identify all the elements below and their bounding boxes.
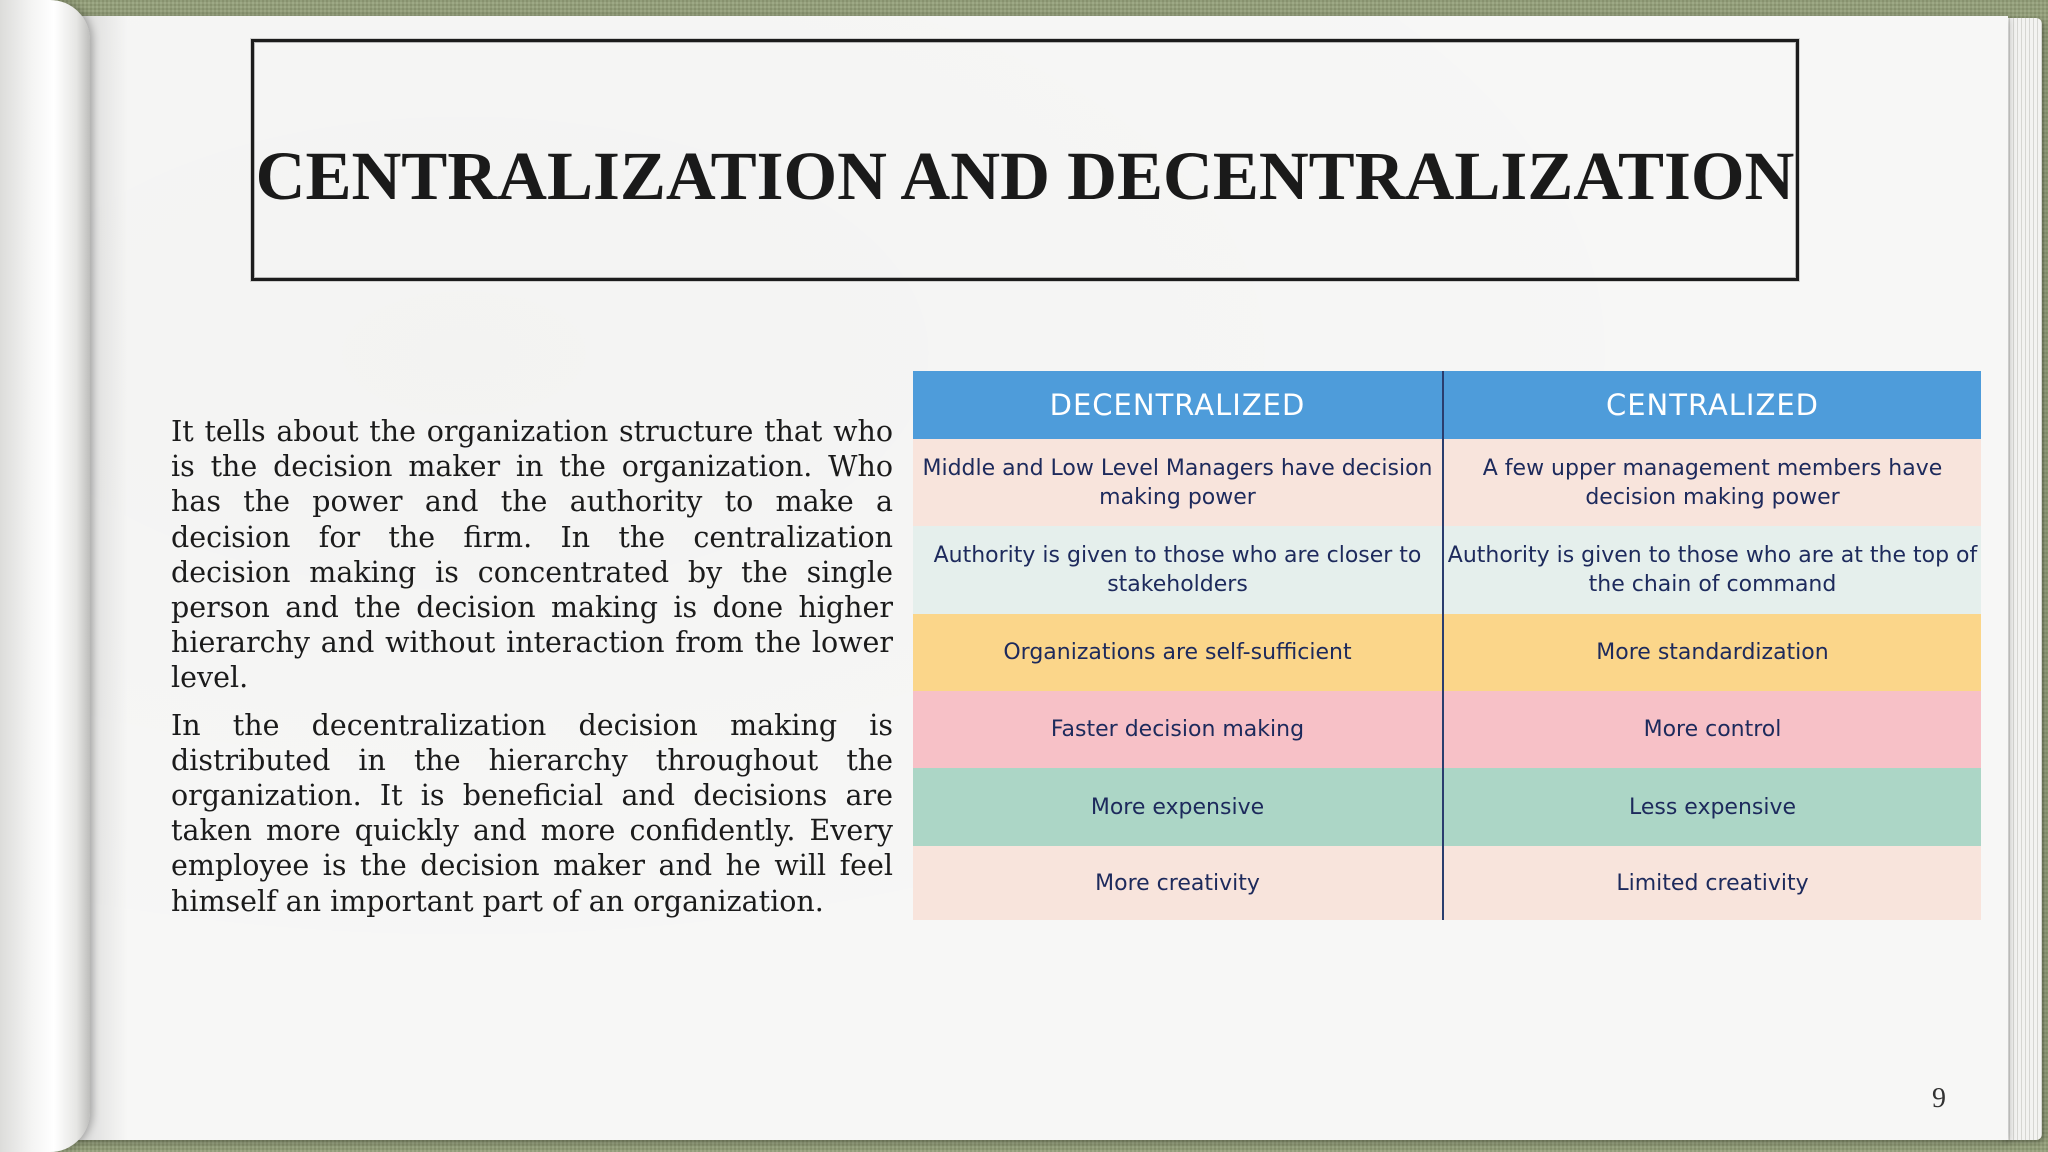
table-row	[913, 526, 1981, 614]
table-cell-decentralized: Authority is given to those who are closer to stakeholders	[913, 526, 1444, 614]
table-cell-decentralized: Organizations are self-sufficient	[913, 614, 1444, 691]
page-stack-edge	[2002, 18, 2042, 1140]
table-row	[913, 846, 1981, 920]
table-row	[913, 768, 1981, 846]
previous-page-curl	[0, 0, 90, 1152]
table-cell-centralized: More standardization	[1444, 614, 1981, 691]
header-centralized: CENTRALIZED	[1444, 371, 1981, 439]
table-cell-centralized: Limited creativity	[1444, 846, 1981, 920]
table-cell-decentralized: More expensive	[913, 768, 1444, 846]
table-cell-decentralized: More creativity	[913, 846, 1444, 920]
header-decentralized: DECENTRALIZED	[913, 371, 1444, 439]
table-header-row	[913, 371, 1981, 439]
paragraph-centralization: It tells about the organization structure that who is the decision maker in the organization. Who has the power and the authority to make a decision for the firm. In the centralization decision making is concentrated by the single person and the decision making is done higher hierarchy and without interaction from the lower level.	[171, 415, 893, 695]
table-cell-centralized: More control	[1444, 691, 1981, 768]
table-cell-centralized: Less expensive	[1444, 768, 1981, 846]
table-row	[913, 439, 1981, 526]
table-cell-centralized: Authority is given to those who are at the top of the chain of command	[1444, 526, 1981, 614]
table-cell-decentralized: Middle and Low Level Managers have decision making power	[913, 439, 1444, 526]
slide-title: CENTRALIZATION AND DECENTRALIZATION	[255, 138, 1795, 214]
table-row	[913, 691, 1981, 768]
page-number: 9	[1932, 1083, 1946, 1114]
table-cell-centralized: A few upper management members have decision making power	[1444, 439, 1981, 526]
paragraph-decentralization: In the decentralization decision making is distributed in the hierarchy throughout the organization. It is beneficial and decisions are taken more quickly and more confidently. Every employee is the decision maker and he will feel himself an important part of an organization.	[171, 708, 893, 918]
comparison-table	[913, 371, 1981, 920]
table-cell-decentralized: Faster decision making	[913, 691, 1444, 768]
table-row	[913, 614, 1981, 691]
body-text	[171, 414, 893, 931]
title-frame	[251, 39, 1799, 281]
slide-page	[78, 16, 2008, 1140]
